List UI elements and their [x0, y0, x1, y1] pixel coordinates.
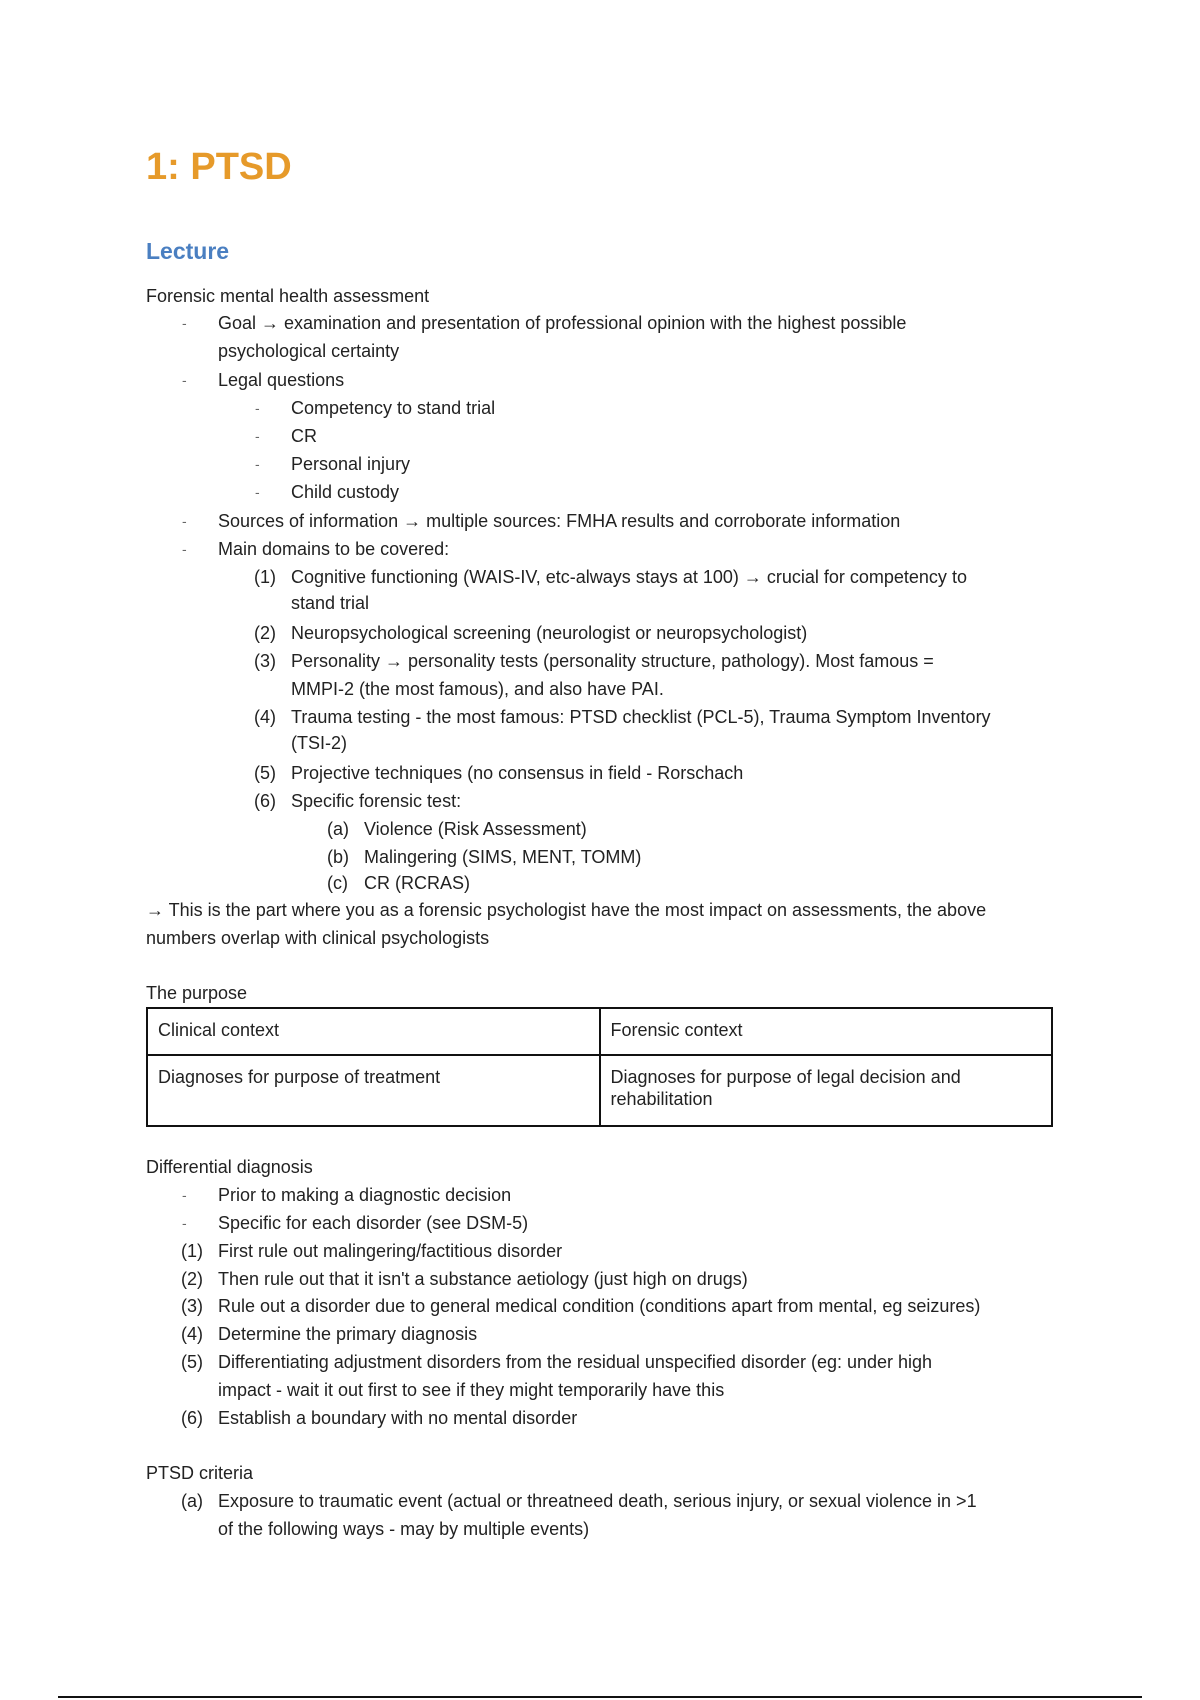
list-number: (4): [254, 707, 276, 727]
list-number: (5): [254, 763, 276, 783]
step-line1: Establish a boundary with no mental disorder: [218, 1408, 578, 1428]
legal-questions: Legal questions: [218, 370, 345, 390]
list-letter: (c): [327, 873, 348, 893]
list-number: (4): [181, 1324, 203, 1344]
note-line2: numbers overlap with clinical psychologists: [146, 928, 490, 948]
step-line1: First rule out malingering/factitious disorder: [218, 1241, 563, 1261]
list-number: (6): [254, 791, 276, 811]
table-row: [147, 1055, 1052, 1126]
list-number: (2): [254, 623, 276, 643]
bullet-icon: -: [182, 541, 187, 557]
domains-text: Main domains to be covered:: [218, 539, 450, 559]
bullet-icon: -: [182, 372, 187, 388]
list-number: (1): [181, 1241, 203, 1261]
table-cell-line: rehabilitation: [610, 1089, 713, 1109]
domain-item-line2: (TSI-2): [291, 733, 347, 753]
purpose-table: [146, 1007, 1053, 1127]
step-line1: Rule out a disorder due to general medical condition (conditions apart from mental, eg seizures): [218, 1296, 981, 1316]
table-cell: Diagnoses for purpose of treatment: [147, 1055, 600, 1126]
domain-item-line2: MMPI-2 (the most famous), and also have PAI.: [291, 679, 664, 699]
table-cell: [600, 1055, 1053, 1126]
domain-item-line1: Neuropsychological screening (neurologist or neuropsychologist): [291, 623, 808, 643]
forensic-item: Violence (Risk Assessment): [364, 819, 587, 839]
list-item: Prior to making a diagnostic decision: [218, 1185, 512, 1205]
domain-item-line1: Personality → personality tests (personality structure, pathology). Most famous =: [291, 651, 934, 671]
bullet-icon: -: [255, 400, 260, 416]
step-line2: impact - wait it out first to see if they might temporarily have this: [218, 1380, 725, 1400]
domain-item-line1: Cognitive functioning (WAIS-IV, etc-always stays at 100) → crucial for competency to: [291, 567, 967, 587]
list-number: (3): [254, 651, 276, 671]
bullet-icon: -: [182, 513, 187, 529]
domain-item-line1: Projective techniques (no consensus in field - Rorschach: [291, 763, 744, 783]
step-line1: Then rule out that it isn't a substance aetiology (just high on drugs): [218, 1269, 748, 1289]
goal-text-line1: Goal → examination and presentation of professional opinion with the highest possible: [218, 313, 907, 333]
domain-item-line2: stand trial: [291, 593, 370, 613]
ptsd-criterion-line1: Exposure to traumatic event (actual or threatneed death, serious injury, or sexual violence in >1: [218, 1491, 977, 1511]
legal-item: Personal injury: [291, 454, 411, 474]
ptsd-heading: PTSD criteria: [146, 1463, 254, 1483]
step-line1: Determine the primary diagnosis: [218, 1324, 478, 1344]
forensic-item: Malingering (SIMS, MENT, TOMM): [364, 847, 642, 867]
table-header-cell: Clinical context: [147, 1008, 600, 1055]
list-letter: (b): [327, 847, 349, 867]
note-line1: → This is the part where you as a forensic psychologist have the most impact on assessments, the above: [146, 900, 987, 920]
domain-item-line1: Trauma testing - the most famous: PTSD checklist (PCL-5), Trauma Symptom Inventory: [291, 707, 991, 727]
bullet-icon: -: [182, 1187, 187, 1203]
legal-item: Competency to stand trial: [291, 398, 496, 418]
table-row: [147, 1008, 1052, 1055]
bullet-icon: -: [255, 456, 260, 472]
purpose-heading: The purpose: [146, 983, 248, 1003]
ptsd-criterion-line2: of the following ways - may by multiple events): [218, 1519, 590, 1539]
fmha-heading: Forensic mental health assessment: [146, 286, 430, 306]
goal-text-line2: psychological certainty: [218, 341, 400, 361]
list-number: (3): [181, 1296, 203, 1316]
bullet-icon: -: [182, 1215, 187, 1231]
table-cell-line: Diagnoses for purpose of legal decision and: [610, 1067, 961, 1087]
list-item: Specific for each disorder (see DSM-5): [218, 1213, 529, 1233]
legal-item: Child custody: [291, 482, 400, 502]
list-letter: (a): [327, 819, 349, 839]
list-letter: (a): [181, 1491, 203, 1511]
sources-text: Sources of information → multiple sources: FMHA results and corroborate information: [218, 511, 901, 531]
section-heading-lecture: Lecture: [146, 238, 230, 264]
forensic-item: CR (RCRAS): [364, 873, 470, 893]
table-header-cell: Forensic context: [600, 1008, 1053, 1055]
list-number: (6): [181, 1408, 203, 1428]
page-bottom-rule: [58, 1696, 1142, 1698]
list-number: (1): [254, 567, 276, 587]
bullet-icon: -: [255, 484, 260, 500]
list-number: (5): [181, 1352, 203, 1372]
legal-item: CR: [291, 426, 317, 446]
step-line1: Differentiating adjustment disorders from the residual unspecified disorder (eg: under high: [218, 1352, 933, 1372]
bullet-icon: -: [182, 315, 187, 331]
bullet-icon: -: [255, 428, 260, 444]
list-number: (2): [181, 1269, 203, 1289]
domain-item-line1: Specific forensic test:: [291, 791, 462, 811]
differential-heading: Differential diagnosis: [146, 1157, 313, 1177]
page-title: 1: PTSD: [146, 146, 292, 188]
